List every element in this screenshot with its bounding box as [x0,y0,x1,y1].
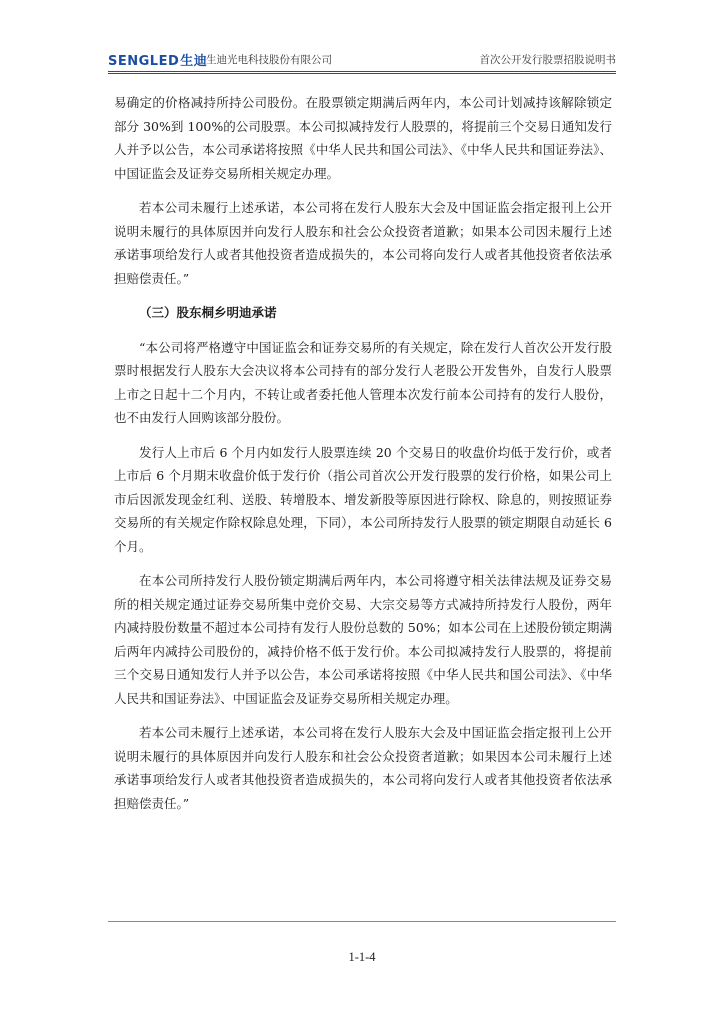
footer-divider [108,921,616,922]
document-title: 首次公开发行股票招股说明书 [479,54,616,66]
logo-cn: 生迪 [180,54,208,69]
paragraph-5: 在本公司所持发行人股份锁定期满后两年内，本公司将遵守相关法律法规及证券交易所的相关规定通过证券交易所集中竞价交易、大宗交易等方式减持所持发行人股份，两年内减持股份数量不超过本公司持有发行人股份总数的 50%；如本公司在上述股份锁定期满后两年内减持公司股份的，减持价格不低于发行价。本公司拟减持发行人股票的，将提前三个交易日通知发行人并予以公告，本公司承诺将按照《中华人民共和国公司法》、《中华人民共和国证券法》、中国证监会及证券交易所相关规定办理。 [114,573,612,706]
document-body [114,91,612,826]
page-number: 1-1-4 [348,950,376,964]
sengled-logo [108,50,207,69]
company-name: 生迪光电科技股份有限公司 [206,54,332,66]
page-header [108,44,616,74]
section-heading: （三）股东桐乡明迪承诺 [139,305,277,320]
header-divider [108,71,616,74]
paragraph-6: 若本公司未履行上述承诺，本公司将在发行人股东大会及中国证监会指定报刊上公开说明未履行的具体原因并向发行人股东和社会公众投资者道歉；如果因本公司未履行上述承诺事项给发行人或者其他投资者造成损失的，本公司将向发行人或者其他投资者依法承担赔偿责任。” [114,725,612,811]
paragraph-3: “本公司将严格遵守中国证监会和证券交易所的有关规定，除在发行人首次公开发行股票时根据发行人股东大会决议将本公司持有的部分发行人老股公开发售外，自发行人股票上市之日起十二个月内，不转让或者委托他人管理本次发行前本公司持有的发行人股份，也不由发行人回购该部分股份。 [114,339,612,425]
paragraph-1: 易确定的价格减持所持公司股份。在股票锁定期满后两年内，本公司计划减持该解除锁定部分 30%到 100%的公司股票。本公司拟减持发行人股票的，将提前三个交易日通知发行人并予以公告，本公司承诺将按照《中华人民共和国公司法》、《中华人民共和国证券法》、中国证监会及证券交易所相关规定办理。 [114,95,612,181]
paragraph-4: 发行人上市后 6 个月内如发行人股票连续 20 个交易日的收盘价均低于发行价，或者上市后 6 个月期末收盘价低于发行价（指公司首次公开发行股票的发行价格，如果公司上市后因派发现金红利、送股、转增股本、增发新股等原因进行除权、除息的，则按照证券交易所的有关规定作除权除息处理，下同），本公司所持发行人股票的锁定期限自动延长 6 个月。 [114,444,612,554]
paragraph-2: 若本公司未履行上述承诺，本公司将在发行人股东大会及中国证监会指定报刊上公开说明未履行的具体原因并向发行人股东和社会公众投资者道歉；如果本公司因未履行上述承诺事项给发行人或者其他投资者造成损失的，本公司将向发行人或者其他投资者依法承担赔偿责任。” [114,200,612,286]
logo-latin: SENGLED [108,54,180,69]
